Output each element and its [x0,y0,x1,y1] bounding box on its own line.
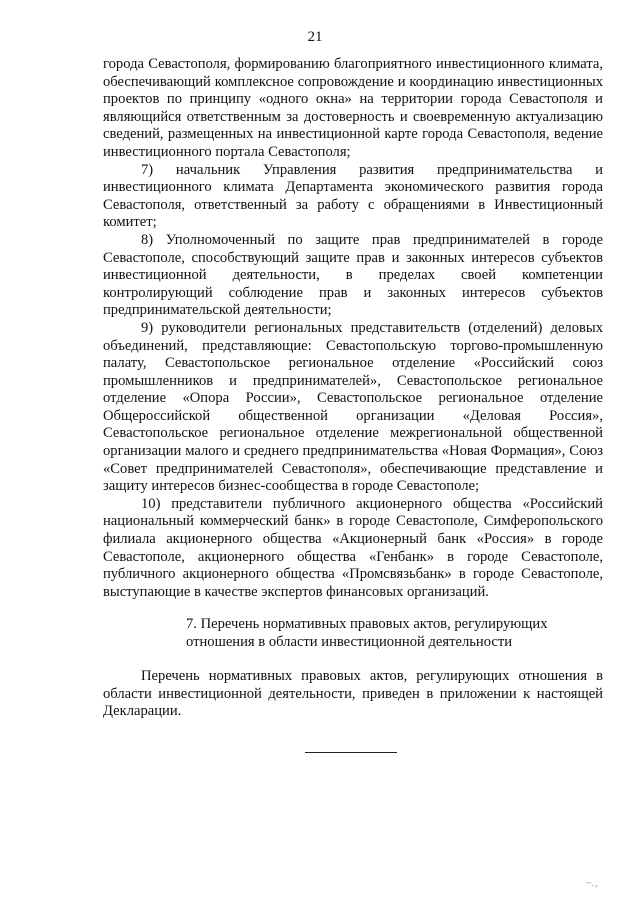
list-item-8: 8) Уполномоченный по защите прав предпринимателей в городе Севастополе, способствующий защите прав и законных интересов субъектов инвестиционной деятельности, в пределах своей компетенции контролирующий соблюдение прав и законных интересов субъектов предпринимательской деятельности; [103,231,603,319]
section-body [103,668,603,721]
scan-mark: ~., [586,878,599,888]
page-number: 21 [307,29,323,45]
list-item-10: 10) представители публичного акционерного общества «Российский национальный коммерческий банк» в городе Севастополе, Симферопольского филиала акционерного общества «Акционерный банк «Россия» в городе Севастополе, акционерного общества «Генбанк» в городе Севастополе, публичного акционерного общества «Промсвязьбанк» в городе Севастополе, выступающие в качестве экспертов финансовых организаций. [103,495,603,600]
list-item-7: 7) начальник Управления развития предпринимательства и инвестиционного климата Департамента экономического развития города Севастополя, ответственный за работу с обращениями в Инвестиционный комитет; [103,161,603,231]
section-heading-line-1: 7. Перечень нормативных правовых актов, регулирующих [186,616,548,632]
end-divider [305,752,397,753]
section-paragraph: Перечень нормативных правовых актов, регулирующих отношения в области инвестиционной деятельности, приведен в приложении к настоящей Декларации. [103,668,603,720]
section-heading-line-2: отношения в области инвестиционной деятельности [186,633,513,650]
list-item-9: 9) руководители региональных представительств (отделений) деловых объединений, представляющие: Севастопольскую торгово-промышленную палату, Севастопольское региональное отделение «Российский союз промышленников и предпринимателей», Севастопольское региональное отделение «Опора России», Севастопольское региональное отделение Общероссийской общественной организации «Деловая Россия», Севастопольское региональное отделение межрегиональной общественной организации малого и среднего предпринимательства «Новая Формация», Союз «Совет предпринимателей Севастополя», обеспечивающие представление и защиту интересов бизнес-сообщества в городе Севастополе; [103,319,603,495]
paragraph-continuation: города Севастополя, формированию благоприятного инвестиционного климата, обеспечивающий комплексное сопровождение и координацию инвестиционных проектов по принципу «одного окна» на территории города Севастополя и являющийся ответственным за достоверность и своевременную актуализацию сведений, размещенных на инвестиционной карте города Севастополя, ведение инвестиционного портала Севастополя; [103,56,603,160]
section-heading [186,616,566,651]
body-text-block [103,56,603,601]
